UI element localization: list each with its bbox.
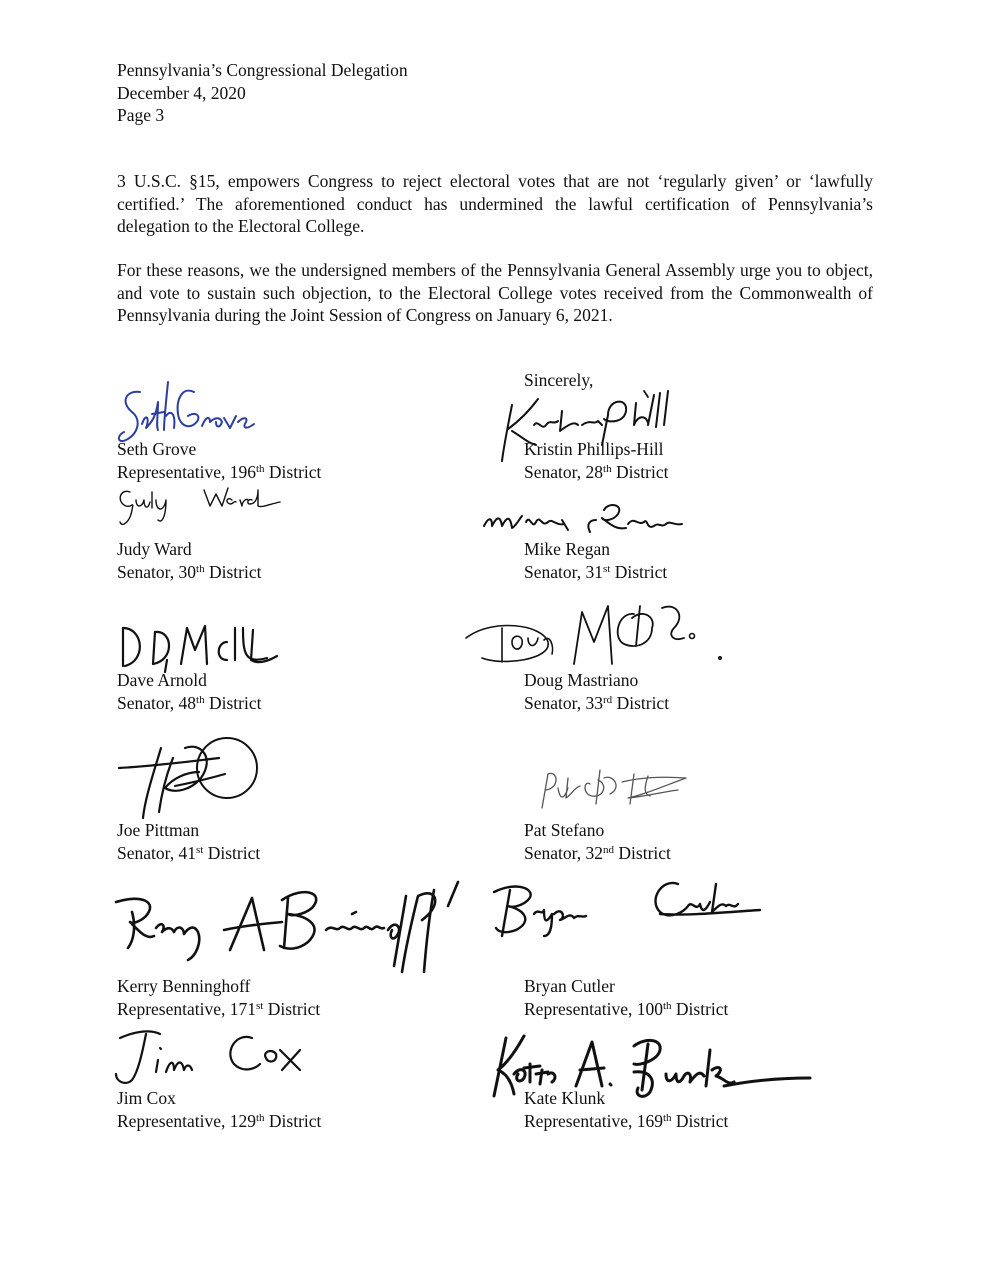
signatory-name: Pat Stefano bbox=[524, 820, 605, 840]
signatory-name: Seth Grove bbox=[117, 439, 197, 459]
signatory-name: Dave Arnold bbox=[117, 670, 207, 690]
signatory-title: Representative, 171st District bbox=[117, 998, 321, 1019]
signatory-block bbox=[117, 669, 261, 714]
signatory-title: Senator, 32nd District bbox=[524, 842, 671, 863]
signatory-block bbox=[117, 1087, 321, 1132]
signature-joe-pittman bbox=[115, 738, 265, 823]
signatory-name: Kate Klunk bbox=[524, 1088, 606, 1108]
page-number: Page 3 bbox=[117, 105, 165, 125]
signatory-name: Bryan Cutler bbox=[524, 976, 615, 996]
signatory-block bbox=[524, 1087, 728, 1132]
signatory-title: Senator, 33rd District bbox=[524, 692, 670, 713]
signatory-title: Representative, 129th District bbox=[117, 1110, 322, 1131]
signatory-title: Representative, 169th District bbox=[524, 1110, 729, 1131]
signatory-block bbox=[117, 438, 321, 483]
signature-jim-cox bbox=[112, 1024, 307, 1089]
recipient-line: Pennsylvania’s Congressional Delegation bbox=[117, 60, 408, 80]
body-paragraph-2: For these reasons, we the undersigned members of the Pennsylvania General Assembly urge you to object, and vote to sustain such objection, to the Electoral College votes received from the Commonwealth of Pennsylvania during the Joint Session of Congress on January 6, 2021. bbox=[117, 260, 873, 325]
signature-bryan-cutler bbox=[488, 870, 763, 940]
signatory-block bbox=[117, 819, 260, 864]
signatory-name: Doug Mastriano bbox=[524, 670, 639, 690]
signatory-name: Kerry Benninghoff bbox=[117, 976, 251, 996]
signatory-name: Joe Pittman bbox=[117, 820, 200, 840]
letter-header bbox=[117, 59, 408, 127]
signatory-block bbox=[524, 669, 669, 714]
date-line: December 4, 2020 bbox=[117, 82, 246, 103]
signatory-block bbox=[117, 538, 261, 583]
signature-pat-stefano bbox=[538, 764, 693, 814]
signatory-title: Senator, 28th District bbox=[524, 461, 669, 482]
signatory-name: Jim Cox bbox=[117, 1088, 176, 1108]
signatory-block bbox=[524, 538, 667, 583]
signatory-title: Senator, 31st District bbox=[524, 561, 668, 582]
signature-judy-ward bbox=[112, 482, 292, 532]
body-paragraph-1: 3 U.S.C. §15, empowers Congress to reject electoral votes that are not ‘regularly given’ or ‘lawfully certified.’ The aforementioned conduct has undermined the lawful certification of Pennsylvania’s delegation to the Electoral College. bbox=[117, 171, 873, 236]
signature-kerry-benninghoff bbox=[112, 876, 487, 976]
signatory-title: Representative, 196th District bbox=[117, 461, 322, 482]
signatory-block bbox=[524, 975, 728, 1020]
signatory-name: Kristin Phillips-Hill bbox=[524, 439, 664, 459]
signatory-title: Senator, 41st District bbox=[117, 842, 261, 863]
closing-salutation: Sincerely, bbox=[524, 370, 594, 390]
signatory-title: Senator, 48th District bbox=[117, 692, 262, 713]
signatory-title: Representative, 100th District bbox=[524, 998, 729, 1019]
signature-doug-mastriano bbox=[462, 598, 732, 678]
signatory-name: Judy Ward bbox=[117, 539, 192, 559]
signatory-block bbox=[524, 438, 668, 483]
signatory-block bbox=[117, 975, 320, 1020]
signatory-title: Senator, 30th District bbox=[117, 561, 262, 582]
signatory-block bbox=[524, 819, 671, 864]
signatory-name: Mike Regan bbox=[524, 539, 611, 559]
